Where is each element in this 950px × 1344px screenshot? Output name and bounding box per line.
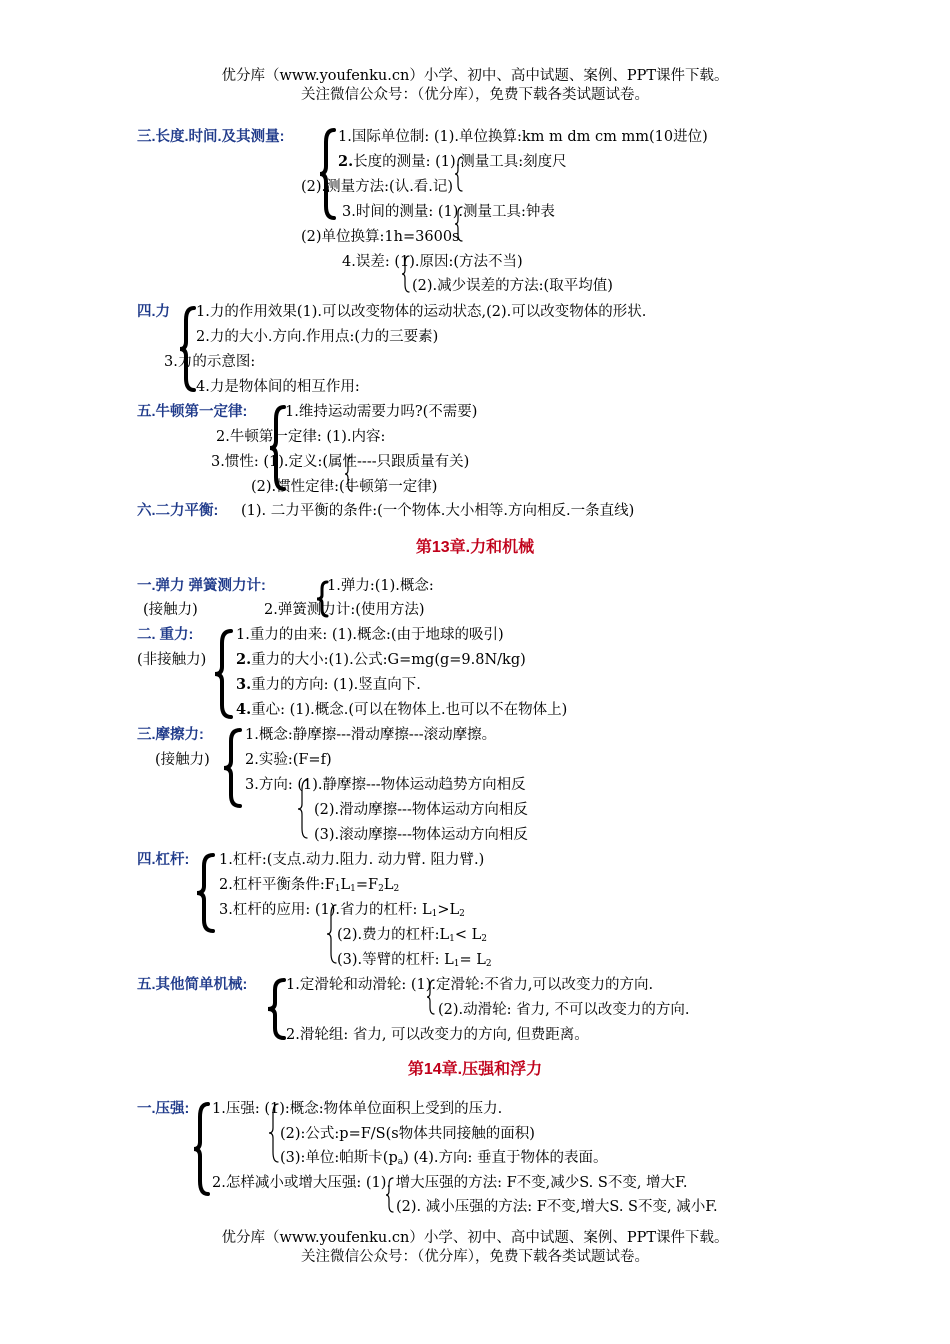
sec5-line-4: (2).惯性定律:(牛顿第一定律) (251, 479, 438, 495)
footer-line-2: 关注微信公众号：（优分库），免费下载各类试题试卷。 (301, 1249, 649, 1265)
s13-4-l4-a: (2).费力的杠杆:L (337, 927, 450, 943)
s13-2-line-2 (236, 650, 526, 670)
sec3-line-6: 4.误差: (1).原因:(方法不当) (342, 254, 523, 270)
s13-3-sub: (接触力) (155, 752, 210, 768)
s13-3-line-3: 3.方向: (1).静摩擦---物体运动趋势方向相反 (245, 777, 526, 793)
sec4-title: 四.力 (137, 304, 171, 320)
sec5-sub-brace (344, 455, 354, 493)
s13-4-l4-s1: 1 (449, 934, 455, 944)
s14-1-line-2: (2):公式:p=F/S(s物体共同接触的面积) (280, 1126, 535, 1142)
s13-4-l2-m: L (340, 877, 351, 893)
s13-4-l2-a: 2.杠杆平衡条件:F (219, 877, 335, 893)
s13-3-brace (222, 728, 244, 808)
s13-4-l2-m3: L (383, 877, 394, 893)
s14-1-title: 一.压强: (137, 1101, 190, 1117)
s13-1-brace (315, 580, 329, 618)
sec4-brace (178, 306, 198, 392)
sec3-line-5: (2)单位换算:1h=3600s (301, 229, 460, 245)
footer-line-1: 优分库（www.youfenku.cn）小学、初中、高中试题、案例、PPT课件下载。 (221, 1230, 729, 1246)
sec5-brace (268, 405, 288, 491)
sec5-line-1: 1.维持运动需要力吗?(不需要) (285, 404, 478, 420)
s13-4-l5-s2: 2 (485, 959, 492, 969)
s13-4-l2-m2: =F (355, 877, 379, 893)
sec5-title: 五.牛顿第一定律: (137, 404, 248, 420)
s13-4-sub-brace (326, 903, 338, 965)
s13-1-line-1: 1.弹力:(1).概念: (327, 578, 434, 594)
s13-4-l2-s1: 1 (334, 884, 341, 894)
s13-4-line-4 (337, 925, 487, 949)
s13-2-brace (213, 629, 235, 719)
s13-1-line-2: 2.弹簧测力计:(使用方法) (264, 602, 425, 618)
s14-1-l3-s: a (397, 1157, 404, 1167)
sec3-line-2-num: 2. (338, 153, 354, 170)
s13-2-line-3 (236, 675, 421, 695)
chapter-14-title: 第14章.压强和浮力 (407, 1061, 543, 1078)
s13-2-line-2-num: 2. (236, 651, 252, 668)
sec3-line-2 (338, 152, 567, 172)
s13-4-line-1: 1.杠杆:(支点.动力.阻力. 动力臂. 阻力臂.) (219, 852, 485, 868)
s13-5-line-2: (2).动滑轮: 省力, 不可以改变力的方向. (438, 1002, 690, 1018)
sec3-sub-brace-2 (454, 205, 464, 243)
s13-2-sub: (非接触力) (137, 652, 207, 668)
s14-1-line-5: (2). 减小压强的方法: F不变,增大S. S不变, 减小F. (396, 1199, 718, 1215)
s13-4-l3-s2: 2 (459, 909, 465, 919)
s13-4-l2-s2: 1 (350, 884, 356, 894)
s13-2-line-4-num: 4. (236, 701, 252, 718)
s14-1-l3-b: ) (4).方向: 垂直于物体的表面。 (403, 1150, 608, 1166)
s13-3-line-2: 2.实验:(F=f) (245, 752, 332, 768)
s13-2-title: 二. 重力: (137, 627, 194, 643)
s13-5-title: 五.其他简单机械: (137, 977, 248, 993)
sec3-line-1: 1.国际单位制: (1).单位换算:km m dm cm mm(10进位) (338, 129, 708, 145)
s13-3-line-5: (3).滚动摩擦---物体运动方向相反 (314, 827, 528, 843)
sec4-line-1: 1.力的作用效果(1).可以改变物体的运动状态,(2).可以改变物体的形状. (196, 304, 647, 320)
s13-4-l3-m: >L (437, 902, 460, 918)
header-line-1: 优分库（www.youfenku.cn）小学、初中、高中试题、案例、PPT课件下载。 (221, 68, 729, 84)
sec6-title: 六.二力平衡: (137, 503, 219, 519)
sec5-line-3: 3.惯性: (1).定义:(属性----只跟质量有关) (211, 454, 470, 470)
s13-4-line-3 (219, 900, 465, 924)
sec4-line-2: 2.力的大小.方向.作用点:(力的三要素) (196, 329, 439, 345)
sec5-line-2: 2.牛顿第一定律: (1).内容: (216, 429, 386, 445)
s13-4-l5-s1: 1 (453, 959, 460, 969)
sec4-line-3: 3.力的示意图: (164, 354, 256, 370)
s13-4-brace (195, 853, 217, 933)
s13-4-line-2 (219, 875, 399, 899)
s13-4-l5-a: (3).等臂的杠杆: L (337, 952, 454, 968)
header-line-2: 关注微信公众号：（优分库），免费下载各类试题试卷。 (301, 87, 649, 103)
s14-1-brace (192, 1102, 212, 1196)
sec3-title: 三.长度.时间.及其测量: (137, 129, 285, 145)
sec3-sub-brace-3 (401, 254, 411, 294)
chapter-13-title: 第13章.力和机械 (415, 539, 535, 556)
s13-4-l3-a: 3.杠杆的应用: (1).省力的杠杆: L (219, 902, 432, 918)
s13-3-line-1: 1.概念:静摩擦---滑动摩擦---滚动摩擦。 (245, 727, 497, 743)
s13-2-line-3-text: 重力的方向: (1).竖直向下. (251, 677, 421, 693)
s13-4-l4-s2: 2 (481, 934, 488, 944)
s13-4-l5-m: = L (459, 952, 486, 968)
s13-4-l2-s4: 2 (393, 884, 400, 894)
s14-1-line-3 (280, 1148, 608, 1172)
s13-2-line-4 (236, 700, 567, 720)
sec3-line-7: (2).减少误差的方法:(取平均值) (412, 278, 613, 294)
s14-1-line-4: 2.怎样减小或增大压强: (1). 增大压强的方法: F不变,减少S. S不变, 增大F. (212, 1175, 688, 1191)
s13-3-line-4: (2).滑动摩擦---物体运动方向相反 (314, 802, 528, 818)
s14-1-line-1: 1.压强: (1):概念:物体单位面积上受到的压力. (212, 1101, 503, 1117)
sec3-line-4: 3.时间的测量: (1).测量工具:钟表 (342, 204, 555, 220)
s13-5-sub-brace (426, 978, 436, 1016)
sec3-sub-brace-1 (454, 155, 464, 193)
s13-2-line-1: 1.重力的由来: (1).概念:(由于地球的吸引) (236, 627, 504, 643)
s13-5-brace (266, 978, 288, 1040)
s13-1-title: 一.弹力 弹簧测力计: (137, 578, 266, 594)
s13-3-title: 三.摩擦力: (137, 727, 204, 743)
s14-1-sub-brace-1 (268, 1102, 280, 1164)
s13-4-l2-s3: 2 (378, 884, 384, 894)
s13-5-line-3: 2.滑轮组: 省力, 可以改变力的方向, 但费距离。 (286, 1027, 589, 1043)
sec6-line-1: (1). 二力平衡的条件:(一个物体.大小相等.方向相反.一条直线) (241, 503, 635, 519)
sec3-line-2-text: 长度的测量: (1).测量工具:刻度尺 (353, 154, 567, 170)
s13-3-sub-brace (297, 778, 309, 840)
s13-2-line-3-num: 3. (236, 676, 252, 693)
s13-2-line-2-text: 重力的大小:(1).公式:G=mg(g=9.8N/kg) (251, 652, 526, 668)
s14-1-sub-brace-2 (385, 1176, 395, 1214)
s13-4-l3-s1: 1 (431, 909, 438, 919)
s13-5-line-1: 1.定滑轮和动滑轮: (1).定滑轮:不省力,可以改变力的方向. (286, 977, 654, 993)
s14-1-l3-a: (3):单位:帕斯卡(p (280, 1150, 398, 1166)
s13-1-sub: (接触力) (143, 602, 198, 618)
s13-4-line-5 (337, 950, 492, 974)
sec4-line-4: 4.力是物体间的相互作用: (196, 379, 360, 395)
s13-4-l4-m: < L (454, 927, 482, 943)
s13-4-title: 四.杠杆: (137, 852, 190, 868)
s13-2-line-4-text: 重心: (1).概念.(可以在物体上.也可以不在物体上) (251, 702, 568, 718)
sec3-line-3: (2).测量方法:(认.看.记) (301, 179, 454, 195)
sec3-brace (318, 128, 338, 220)
